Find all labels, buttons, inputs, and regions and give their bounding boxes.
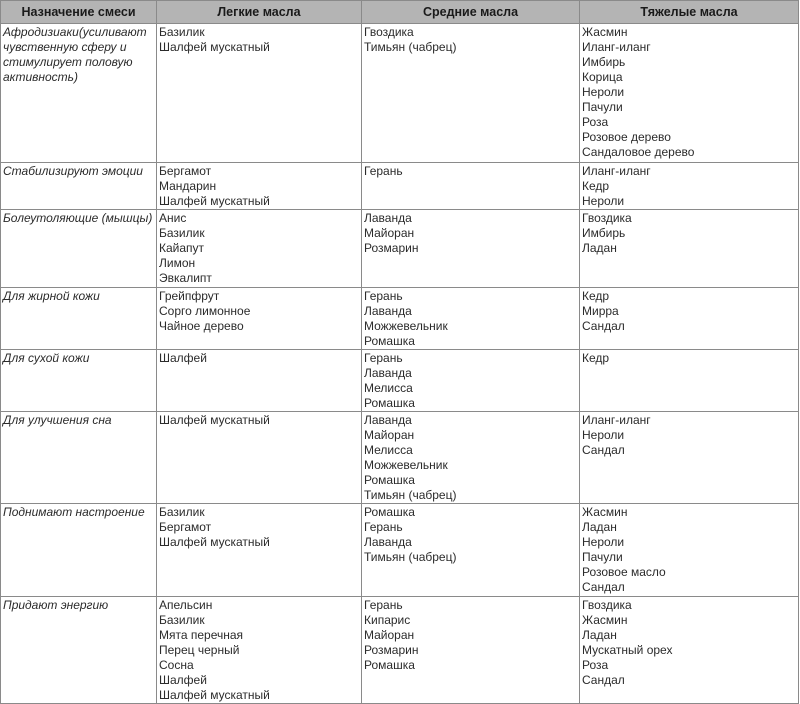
oil-name: Сандал: [582, 443, 625, 457]
light-oils-cell: [157, 350, 362, 412]
oil-name: Кайапут: [159, 241, 205, 255]
oil-name: Герань: [364, 289, 403, 303]
oil-name: Мирра: [582, 304, 619, 318]
oil-name: Нероли: [582, 428, 625, 442]
table-row: [1, 163, 799, 210]
oil-name: Лимон: [159, 256, 196, 270]
purpose-text: Стабилизируют эмоции: [3, 164, 143, 178]
header-light-oils: Легкие масла: [157, 1, 362, 24]
oil-name: Базилик: [159, 226, 205, 240]
medium-oils-cell: [362, 597, 580, 704]
oil-name: Анис: [159, 211, 187, 225]
medium-oils-cell: [362, 412, 580, 504]
oil-name: Шалфей мускатный: [159, 535, 270, 549]
table-body: [1, 24, 799, 704]
oil-name: Тимьян (чабрец): [364, 550, 457, 564]
purpose-text: Поднимают настроение: [3, 505, 145, 519]
oil-name: Кедр: [582, 351, 610, 365]
oil-name: Сандаловое дерево: [582, 145, 695, 159]
table-row: [1, 24, 799, 163]
oil-name: Базилик: [159, 25, 205, 39]
oil-name: Гвоздика: [364, 25, 414, 39]
medium-oils-cell: [362, 504, 580, 597]
heavy-oils-cell: [580, 24, 799, 163]
oil-name: Нероли: [582, 85, 625, 99]
purpose-text: Для улучшения сна: [3, 413, 112, 427]
oil-name: Базилик: [159, 613, 205, 627]
oil-name: Кедр: [582, 289, 610, 303]
oil-name: Иланг-иланг: [582, 40, 651, 54]
oil-name: Иланг-иланг: [582, 413, 651, 427]
oil-name: Ладан: [582, 520, 617, 534]
purpose-text: Для сухой кожи: [3, 351, 90, 365]
oil-name: Герань: [364, 520, 403, 534]
oil-name: Гвоздика: [582, 598, 632, 612]
oil-name: Герань: [364, 351, 403, 365]
oil-name: Шалфей: [159, 673, 207, 687]
oil-name: Сорго лимонное: [159, 304, 251, 318]
oil-name: Можжевельник: [364, 458, 448, 472]
heavy-oils-cell: [580, 210, 799, 288]
oil-name: Майоран: [364, 428, 415, 442]
table-row: [1, 210, 799, 288]
header-medium-oils: Средние масла: [362, 1, 580, 24]
purpose-cell: [1, 350, 157, 412]
header-heavy-oils: Тяжелые масла: [580, 1, 799, 24]
oil-name: Мандарин: [159, 179, 217, 193]
oil-name: Бергамот: [159, 520, 212, 534]
oil-name: Гвоздика: [582, 211, 632, 225]
header-purpose: Назначение смеси: [1, 1, 157, 24]
oil-name: Розовое масло: [582, 565, 666, 579]
oil-name: Бергамот: [159, 164, 212, 178]
oil-name: Чайное дерево: [159, 319, 244, 333]
table-row: [1, 288, 799, 350]
heavy-oils-cell: [580, 163, 799, 210]
oil-name: Мускатный орех: [582, 643, 673, 657]
oil-name: Нероли: [582, 535, 625, 549]
oil-name: Эвкалипт: [159, 271, 212, 285]
oil-name: Ромашка: [364, 658, 415, 672]
oil-name: Нероли: [582, 194, 625, 208]
heavy-oils-cell: [580, 597, 799, 704]
table-row: [1, 350, 799, 412]
oil-name: Жасмин: [582, 505, 628, 519]
medium-oils-cell: [362, 350, 580, 412]
oil-name: Ладан: [582, 628, 617, 642]
oil-name: Иланг-иланг: [582, 164, 651, 178]
oil-name: Перец черный: [159, 643, 240, 657]
purpose-cell: [1, 597, 157, 704]
heavy-oils-cell: [580, 412, 799, 504]
oil-name: Жасмин: [582, 613, 628, 627]
oil-name: Лаванда: [364, 535, 412, 549]
purpose-cell: [1, 210, 157, 288]
oil-name: Грейпфрут: [159, 289, 220, 303]
purpose-cell: [1, 24, 157, 163]
purpose-text: Придают энергию: [3, 598, 109, 612]
oil-name: Имбирь: [582, 55, 626, 69]
oil-name: Лаванда: [364, 304, 412, 318]
oil-name: Майоран: [364, 628, 415, 642]
oil-name: Мелисса: [364, 443, 413, 457]
oil-name: Розовое дерево: [582, 130, 671, 144]
light-oils-cell: [157, 412, 362, 504]
medium-oils-cell: [362, 163, 580, 210]
light-oils-cell: [157, 597, 362, 704]
oil-name: Ромашка: [364, 334, 415, 348]
oil-name: Сандал: [582, 673, 625, 687]
oil-name: Шалфей: [159, 351, 207, 365]
oil-name: Лаванда: [364, 413, 412, 427]
heavy-oils-cell: [580, 504, 799, 597]
oil-name: Шалфей мускатный: [159, 40, 270, 54]
oil-name: Кипарис: [364, 613, 411, 627]
oil-name: Шалфей мускатный: [159, 688, 270, 702]
light-oils-cell: [157, 163, 362, 210]
oil-name: Лаванда: [364, 366, 412, 380]
oil-name: Жасмин: [582, 25, 628, 39]
oil-name: Шалфей мускатный: [159, 194, 270, 208]
oil-name: Ромашка: [364, 473, 415, 487]
table-row: [1, 412, 799, 504]
oil-name: Розмарин: [364, 241, 419, 255]
purpose-cell: [1, 504, 157, 597]
oil-name: Кедр: [582, 179, 610, 193]
oil-name: Роза: [582, 115, 609, 129]
oil-name: Корица: [582, 70, 623, 84]
oil-name: Мелисса: [364, 381, 413, 395]
oil-name: Сандал: [582, 580, 625, 594]
purpose-text: Для жирной кожи: [3, 289, 100, 303]
oil-name: Ромашка: [364, 396, 415, 410]
oil-name: Сосна: [159, 658, 194, 672]
oil-name: Апельсин: [159, 598, 213, 612]
medium-oils-cell: [362, 210, 580, 288]
light-oils-cell: [157, 288, 362, 350]
table-row: [1, 597, 799, 704]
oil-name: Розмарин: [364, 643, 419, 657]
oil-name: Пачули: [582, 100, 623, 114]
oil-name: Герань: [364, 598, 403, 612]
oil-name: Имбирь: [582, 226, 626, 240]
purpose-text: Болеутоляющие (мышцы): [3, 211, 153, 225]
oil-name: Роза: [582, 658, 609, 672]
oil-name: Сандал: [582, 319, 625, 333]
oil-name: Шалфей мускатный: [159, 413, 270, 427]
oil-name: Лаванда: [364, 211, 412, 225]
oil-name: Герань: [364, 164, 403, 178]
heavy-oils-cell: [580, 288, 799, 350]
oil-name: Ладан: [582, 241, 617, 255]
purpose-text: Афродизиаки(усиливают чувственную сферу и стимулирует половую активность): [3, 25, 147, 84]
purpose-cell: [1, 412, 157, 504]
medium-oils-cell: [362, 24, 580, 163]
purpose-cell: [1, 288, 157, 350]
purpose-cell: [1, 163, 157, 210]
oil-name: Базилик: [159, 505, 205, 519]
table-header-row: [1, 1, 799, 24]
light-oils-cell: [157, 504, 362, 597]
medium-oils-cell: [362, 288, 580, 350]
oil-name: Тимьян (чабрец): [364, 488, 457, 502]
oil-name: Пачули: [582, 550, 623, 564]
heavy-oils-cell: [580, 350, 799, 412]
light-oils-cell: [157, 24, 362, 163]
table-row: [1, 504, 799, 597]
oil-name: Мята перечная: [159, 628, 244, 642]
oil-name: Можжевельник: [364, 319, 448, 333]
oil-name: Тимьян (чабрец): [364, 40, 457, 54]
light-oils-cell: [157, 210, 362, 288]
oil-name: Ромашка: [364, 505, 415, 519]
oil-name: Майоран: [364, 226, 415, 240]
